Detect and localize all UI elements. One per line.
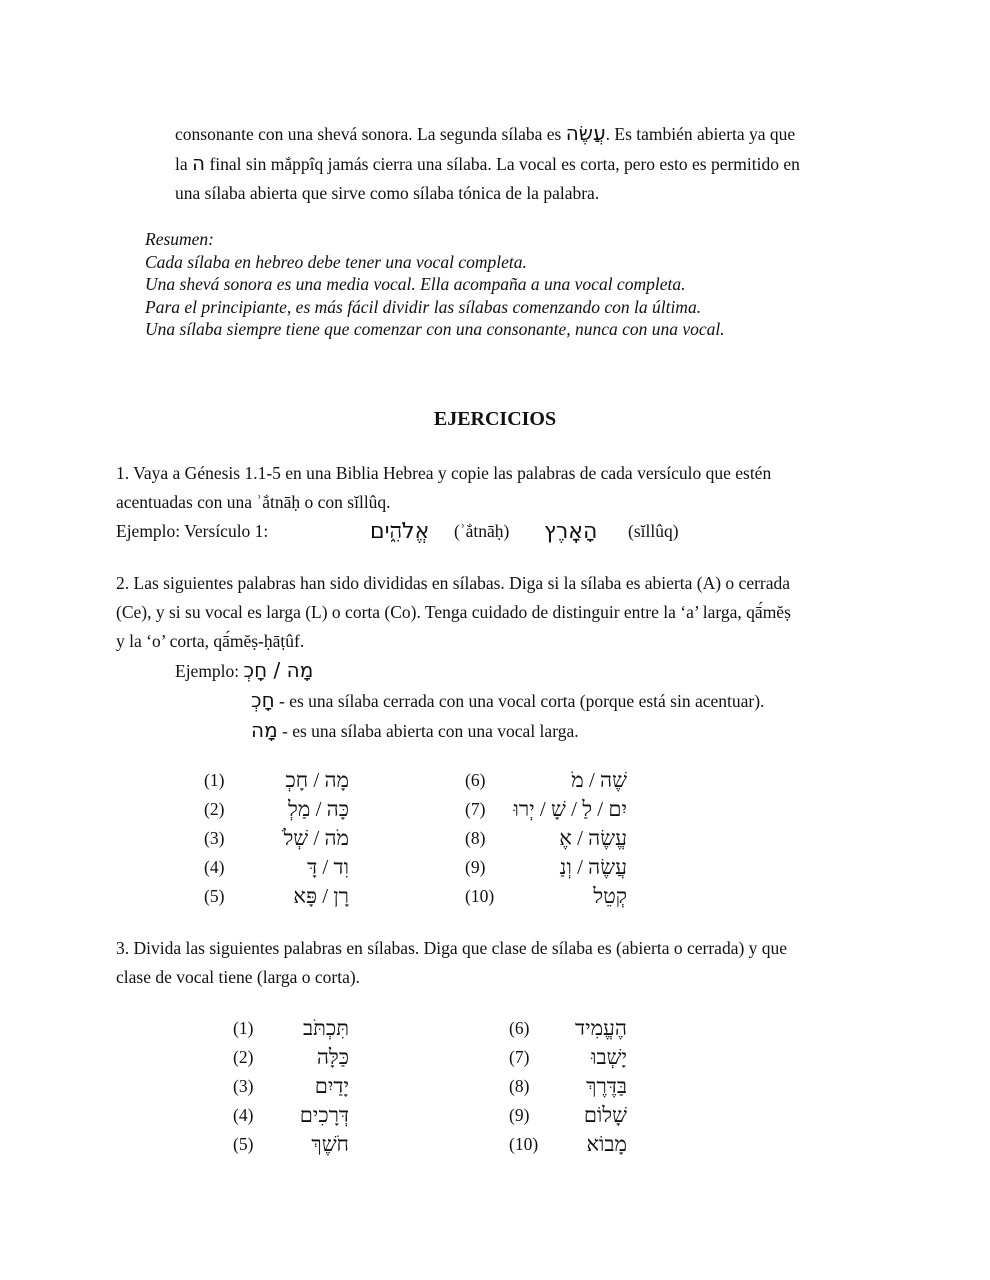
list-item <box>509 1130 627 1159</box>
exercise-1-example <box>116 517 874 546</box>
hebrew-word: דְּרָכִים <box>299 1103 349 1127</box>
item-number: (8) <box>509 1076 530 1096</box>
item-number: (4) <box>204 857 225 877</box>
list-item <box>204 882 349 911</box>
list-item <box>465 795 627 824</box>
summary-line: Cada sílaba en hebreo debe tener una vocal completa. <box>145 251 527 272</box>
hebrew-word: קְטֵל <box>593 884 627 908</box>
hebrew-word: עֱשֶׂה / אֶ <box>559 826 627 850</box>
item-number: (5) <box>204 886 225 906</box>
hebrew-letter: ה <box>192 151 206 175</box>
hebrew-word: מָה / חָכְ <box>243 658 314 682</box>
hebrew-word: כָּה / מַלְ <box>288 797 349 821</box>
hebrew-word: מֹה / שְׁלֹ <box>283 826 349 850</box>
hebrew-word: יָשְׁבוּ <box>591 1045 627 1069</box>
hebrew-word: הָאָֽרֶץ <box>544 519 598 544</box>
example-explanation: חָכְ - es una sílaba cerrada con una vocal corta (porque está sin acentuar). <box>251 688 765 712</box>
exercise-1-line: acentuadas con una ʾắtnāḥ o con sĭllûq. <box>116 492 391 512</box>
list-item <box>465 882 627 911</box>
exercise-2-line: 2. Las siguientes palabras han sido divididas en sílabas. Diga si la sílaba es abierta (A) o cerrada <box>116 573 791 593</box>
hebrew-word: מָה / חָכְ <box>285 768 349 792</box>
hebrew-word: עֲשֶׂה / וְנַ <box>559 855 627 879</box>
list-item <box>233 1072 349 1101</box>
list-item <box>233 1130 349 1159</box>
hebrew-word: שֶׁה / מֹ <box>571 768 627 792</box>
list-item <box>204 766 349 795</box>
summary-title: Resumen: <box>145 229 215 249</box>
list-item <box>509 1043 627 1072</box>
item-number: (5) <box>233 1134 254 1154</box>
accent-note: (ʾắtnāḥ) <box>454 521 510 541</box>
list-item <box>204 824 349 853</box>
summary-line: Una shevá sonora es una media vocal. Ella acompaña a una vocal completa. <box>145 274 686 294</box>
summary-line: Para el principiante, es más fácil dividir las sílabas comenzando con la última. <box>145 296 702 317</box>
hebrew-word: הֶעֱמִיד <box>574 1016 627 1040</box>
summary-line: Una sílaba siempre tiene que comenzar con una consonante, nunca con una vocal. <box>145 319 725 339</box>
hebrew-word: שָׁלוֹם <box>583 1103 627 1127</box>
hebrew-word: רָן / פָּא <box>293 884 349 908</box>
exercise-2-line: y la ‘o’ corta, qā́mĕṣ-ḥāṭûf. <box>116 631 305 651</box>
hebrew-word: יִם / לַ / שָׁ / יְרוּ <box>513 797 627 821</box>
item-number: (10) <box>509 1134 539 1154</box>
list-item <box>509 1072 627 1101</box>
list-item <box>509 1101 627 1130</box>
example-explanation: מָה - es una sílaba abierta con una vocal larga. <box>251 718 579 742</box>
list-item <box>204 853 349 882</box>
item-number: (1) <box>233 1018 254 1038</box>
item-number: (9) <box>465 857 486 877</box>
list-item <box>509 1014 627 1043</box>
list-item <box>233 1101 349 1130</box>
exercise-2-line: (Ce), y si su vocal es larga (L) o corta (Co). Tenga cuidado de distinguir entre la ‘a’ larga, qā́mĕṣ <box>116 602 791 622</box>
exercise-1-line: 1. Vaya a Génesis 1.1-5 en una Biblia Hebrea y copie las palabras de cada versículo que estén <box>116 463 772 483</box>
exercise-3-line: 3. Divida las siguientes palabras en sílabas. Diga que clase de sílaba es (abierta o cerrada) y que <box>116 938 788 958</box>
hebrew-syllable: מָה <box>251 718 278 742</box>
list-item <box>233 1014 349 1043</box>
list-item <box>465 824 627 853</box>
item-number: (7) <box>509 1047 530 1067</box>
item-number: (9) <box>509 1105 530 1125</box>
item-number: (3) <box>204 828 225 848</box>
item-number: (2) <box>204 799 225 819</box>
intro-line-2: la ה final sin mắppîq jamás cierra una sílaba. La vocal es corta, pero esto es permitido en <box>175 151 800 175</box>
item-number: (6) <box>509 1018 530 1038</box>
hebrew-word: מָבוֹא <box>586 1132 627 1156</box>
hebrew-word: בַּדֶּרֶךְ <box>586 1074 627 1098</box>
hebrew-word: כַּלָּה <box>316 1045 349 1069</box>
list-item <box>204 795 349 824</box>
hebrew-word: יָדַיִם <box>314 1074 349 1098</box>
hebrew-word: חֹשֶׁךְ <box>311 1132 349 1156</box>
summary <box>145 228 885 341</box>
intro-line-3: una sílaba abierta que sirve como sílaba tónica de la palabra. <box>175 183 600 203</box>
hebrew-word: אֱלֹהִ֑ים <box>370 519 430 544</box>
accent-note: (sĭllûq) <box>628 521 679 541</box>
item-number: (7) <box>465 799 486 819</box>
list-item <box>233 1043 349 1072</box>
exercise-3-line: clase de vocal tiene (larga o corta). <box>116 967 361 987</box>
item-number: (1) <box>204 770 225 790</box>
exercise-3 <box>116 934 874 992</box>
example: Ejemplo: מָה / חָכְ <box>175 658 314 682</box>
list-item <box>465 853 627 882</box>
exercise-2 <box>116 569 874 746</box>
item-number: (10) <box>465 886 495 906</box>
hebrew-syllable: חָכְ <box>251 688 275 712</box>
intro-line-1: consonante con una shevá sonora. La segunda sílaba es עֲשֶׂה. Es también abierta ya que <box>175 121 796 145</box>
item-number: (8) <box>465 828 486 848</box>
item-number: (6) <box>465 770 486 790</box>
list-item <box>465 766 627 795</box>
example-label: Ejemplo: Versículo 1: <box>116 521 269 541</box>
item-number: (3) <box>233 1076 254 1096</box>
hebrew-word: תִּכְתֹּב <box>303 1016 349 1040</box>
item-number: (4) <box>233 1105 254 1125</box>
hebrew-word: וִד / דָּ <box>307 855 349 879</box>
intro-paragraph <box>175 119 873 208</box>
section-heading: EJERCICIOS <box>433 408 557 430</box>
item-number: (2) <box>233 1047 254 1067</box>
exercise-1 <box>116 459 874 546</box>
hebrew-word: עֲשֶׂה <box>565 121 606 145</box>
